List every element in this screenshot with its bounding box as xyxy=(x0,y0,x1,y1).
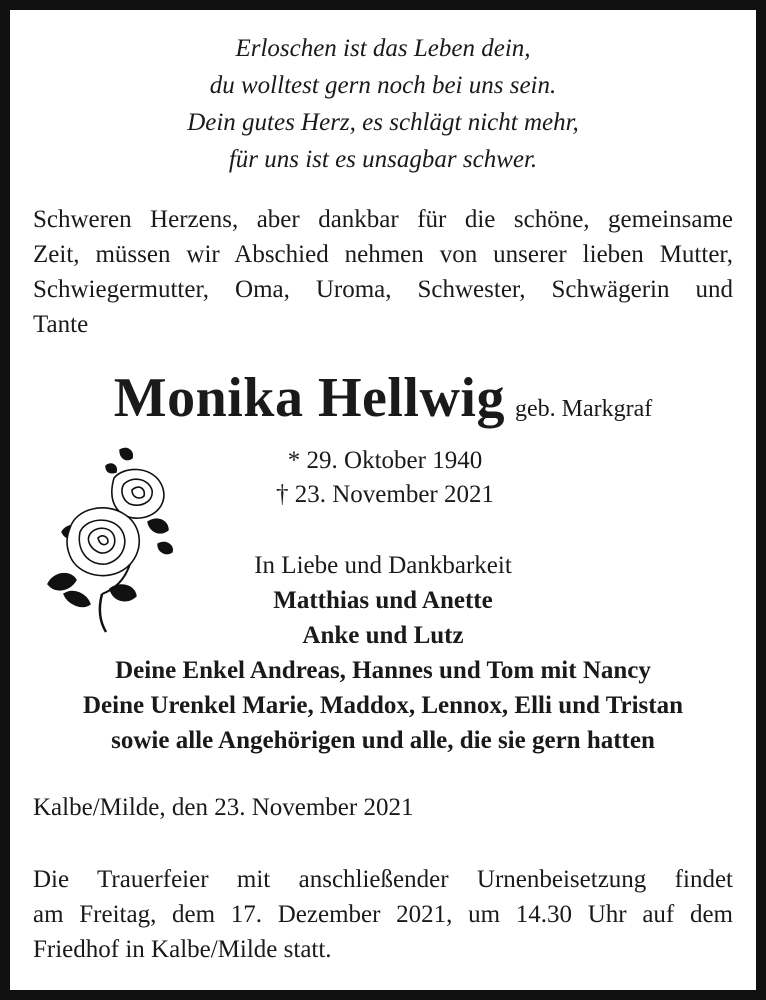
mourners-intro: In Liebe und Dankbarkeit xyxy=(254,552,512,579)
funeral-line: am Freitag, dem 17. Dezember 2021, um 14.30 Uhr auf dem xyxy=(33,901,733,928)
intro-paragraph xyxy=(33,202,733,342)
mourner-line: Deine Enkel Andreas, Hannes und Tom mit Nancy xyxy=(115,657,651,684)
place-and-date: Kalbe/Milde, den 23. November 2021 xyxy=(33,794,414,821)
mourner-line: Anke und Lutz xyxy=(302,622,464,649)
mourners-list xyxy=(0,548,766,758)
death-date: † 23. November 2021 xyxy=(275,481,495,508)
mourner-line: sowie alle Angehörigen und alle, die sie gern hatten xyxy=(111,727,655,754)
funeral-line: Friedhof in Kalbe/Milde statt. xyxy=(33,936,332,963)
birth-date: * 29. Oktober 1940 xyxy=(287,447,483,474)
poem-line: Dein gutes Herz, es schlägt nicht mehr, xyxy=(187,109,579,136)
life-dates xyxy=(0,444,766,512)
intro-line: Schweren Herzens, aber dankbar für die schöne, gemeinsame xyxy=(33,206,733,233)
memorial-poem xyxy=(0,30,766,178)
maiden-name: geb. Markgraf xyxy=(514,396,653,422)
intro-line: Zeit, müssen wir Abschied nehmen von unserer lieben Mutter, xyxy=(33,241,733,268)
funeral-info xyxy=(33,862,733,967)
intro-line: Tante xyxy=(33,311,89,338)
deceased-name-row xyxy=(0,366,766,430)
funeral-line: Die Trauerfeier mit anschließender Urnenbeisetzung findet xyxy=(33,866,733,893)
mourner-line: Matthias und Anette xyxy=(273,587,493,614)
deceased-name: Monika Hellwig xyxy=(113,367,505,429)
intro-line: Schwiegermutter, Oma, Uroma, Schwester, Schwägerin und xyxy=(33,276,733,303)
mourner-line: Deine Urenkel Marie, Maddox, Lennox, Elli und Tristan xyxy=(82,692,684,719)
poem-line: Erloschen ist das Leben dein, xyxy=(235,35,531,62)
poem-line: für uns ist es unsagbar schwer. xyxy=(228,146,538,173)
poem-line: du wolltest gern noch bei uns sein. xyxy=(209,72,557,99)
